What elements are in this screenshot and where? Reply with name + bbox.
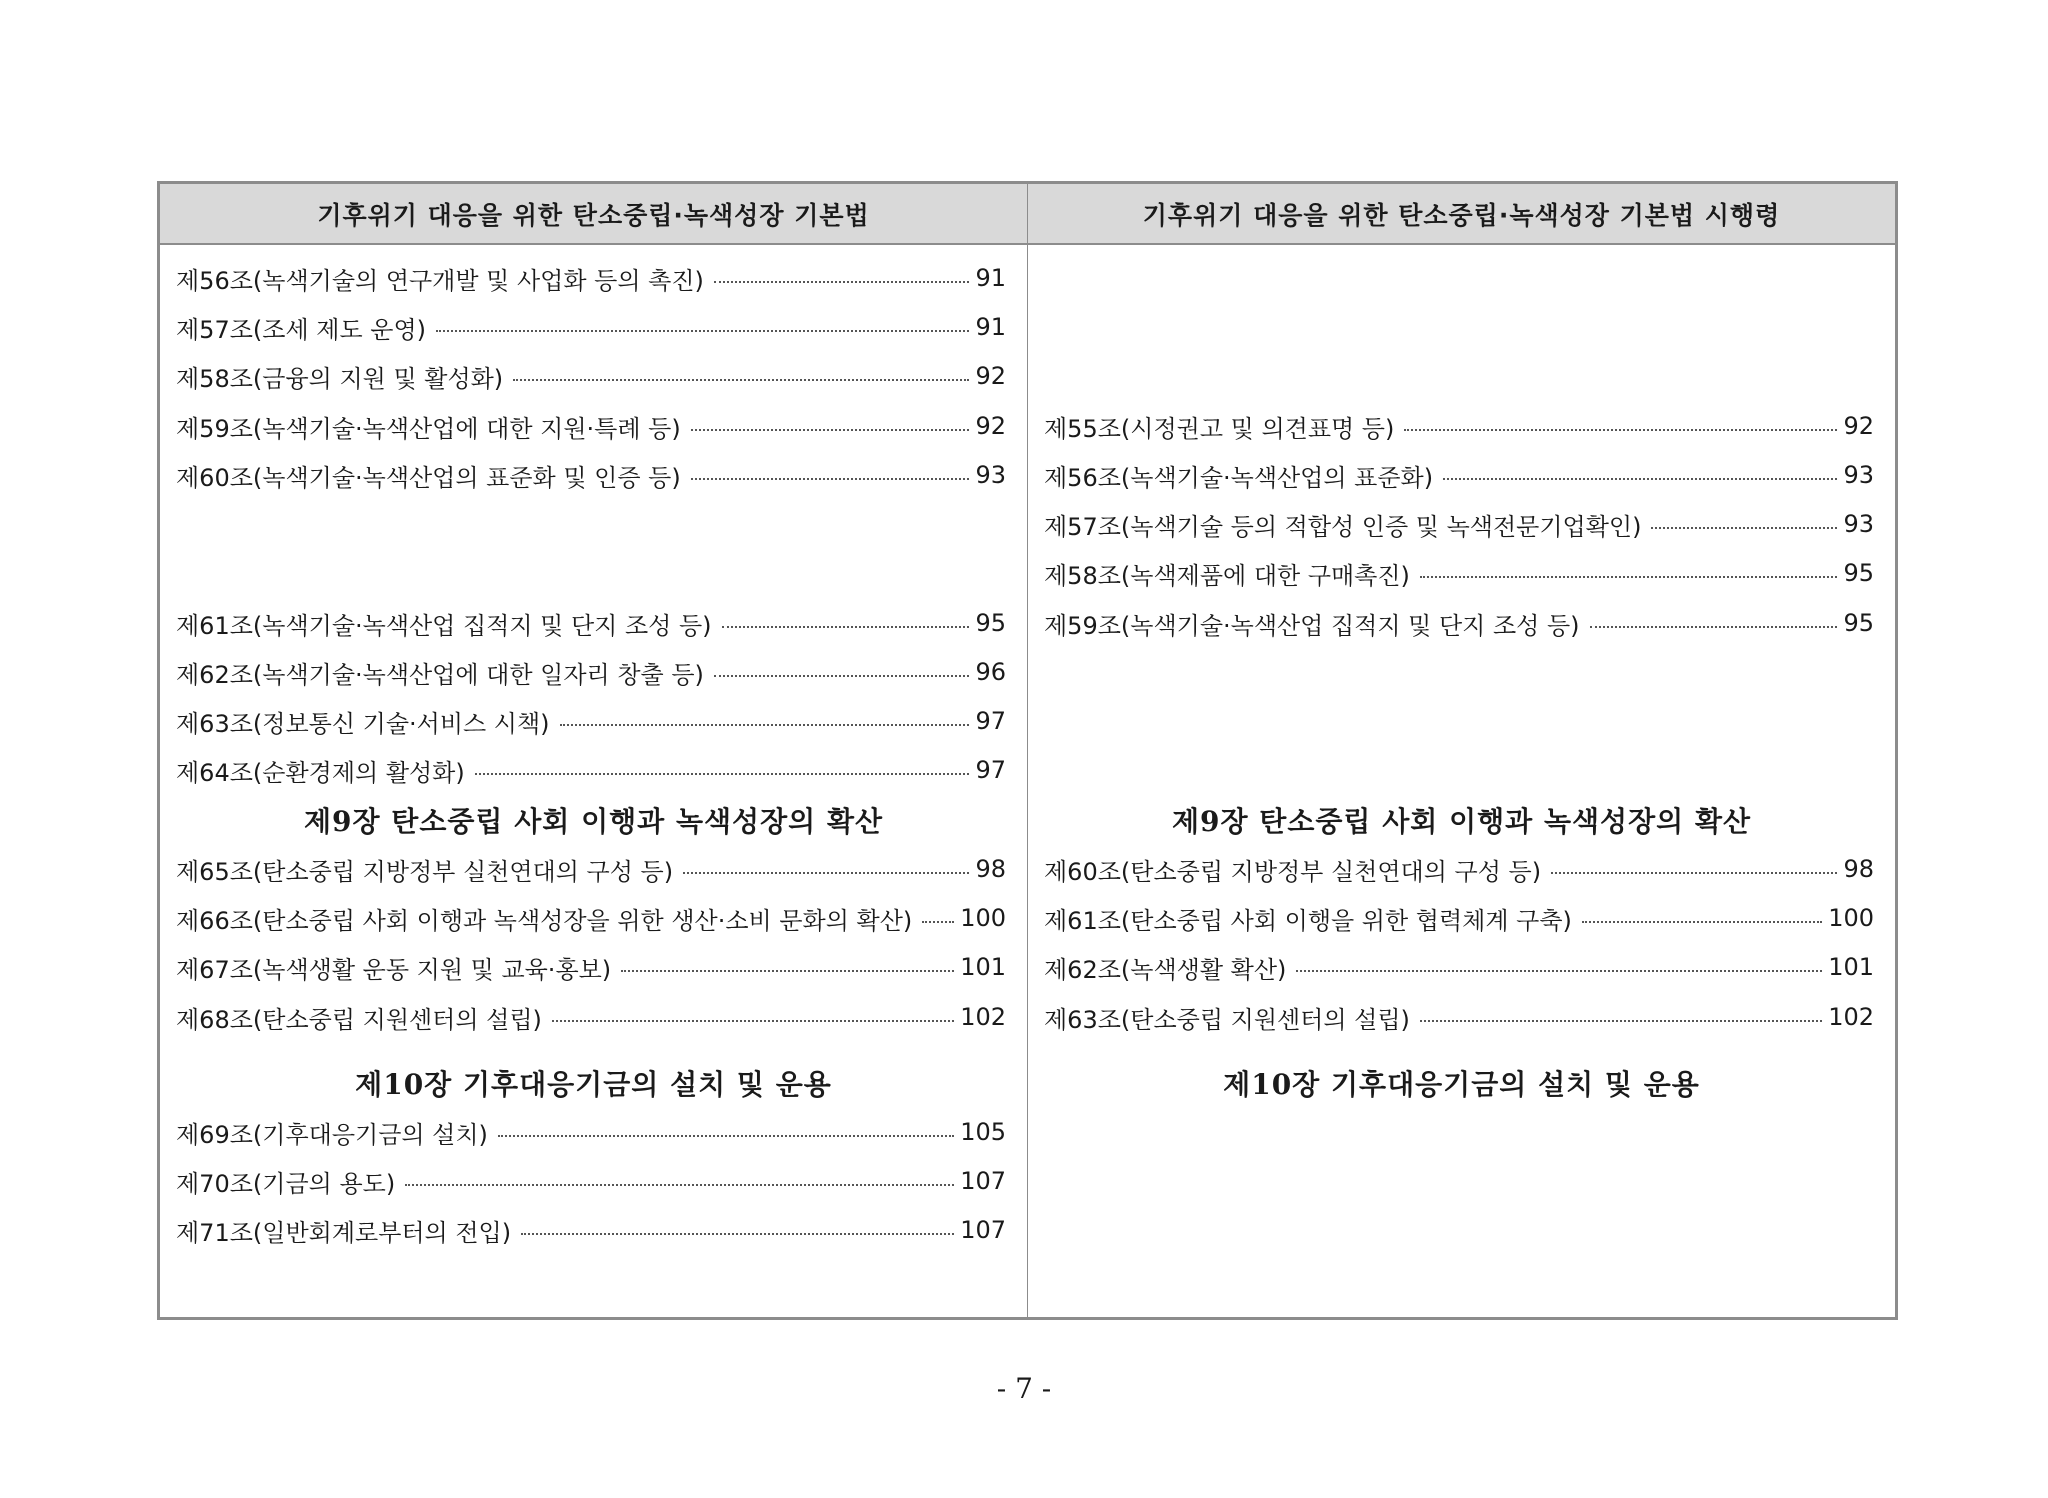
entry-label: 제67조(녹색생활 운동 지원 및 교육·홍보) (176, 955, 612, 984)
toc-table (157, 181, 1898, 1320)
entry-label: 제64조(순환경제의 활성화) (176, 758, 465, 787)
toc-entry[interactable] (176, 947, 1006, 987)
entry-page: 97 (975, 707, 1006, 735)
dot-leader (621, 970, 954, 972)
entry-label: 제68조(탄소중립 지원센터의 설립) (176, 1005, 542, 1034)
entry-label: 제61조(탄소중립 사회 이행을 위한 협력체계 구축) (1044, 906, 1572, 935)
entry-page: 95 (1843, 609, 1874, 637)
page-number: - 7 - (996, 1372, 1052, 1405)
toc-entry[interactable] (176, 406, 1006, 446)
entry-page: 92 (1843, 412, 1874, 440)
entry-page: 92 (975, 412, 1006, 440)
dot-leader (475, 773, 970, 775)
entry-label: 제60조(탄소중립 지방정부 실천연대의 구성 등) (1044, 857, 1542, 886)
entry-label: 제63조(정보통신 기술·서비스 시책) (176, 709, 550, 738)
dot-leader (922, 921, 954, 923)
dot-leader (1582, 921, 1822, 923)
dot-leader (498, 1135, 954, 1137)
entry-label: 제63조(탄소중립 지원센터의 설립) (1044, 1005, 1410, 1034)
entry-label: 제56조(녹색기술·녹색산업의 표준화) (1044, 463, 1434, 492)
left-column (160, 245, 1028, 1317)
right-column (1028, 245, 1895, 1317)
entry-page: 92 (975, 362, 1006, 390)
dot-leader (691, 478, 970, 480)
entry-page: 107 (960, 1167, 1006, 1195)
toc-entry[interactable] (176, 1210, 1006, 1250)
entry-page: 93 (1843, 461, 1874, 489)
toc-entry[interactable] (176, 356, 1006, 396)
entry-page: 101 (960, 953, 1006, 981)
toc-entry[interactable] (176, 455, 1006, 495)
right-column-title: 기후위기 대응을 위한 탄소중립·녹색성장 기본법 시행령 (1142, 200, 1781, 230)
dot-leader (521, 1233, 954, 1235)
entry-page: 102 (960, 1003, 1006, 1031)
toc-entry[interactable] (176, 701, 1006, 741)
entry-page: 105 (960, 1118, 1006, 1146)
dot-leader (1590, 626, 1838, 628)
dot-leader (560, 724, 970, 726)
entry-page: 96 (975, 658, 1006, 686)
entry-label: 제58조(녹색제품에 대한 구매촉진) (1044, 561, 1410, 590)
entry-page: 98 (975, 855, 1006, 883)
dot-leader (1296, 970, 1822, 972)
dot-leader (691, 429, 970, 431)
entry-label: 제58조(금융의 지원 및 활성화) (176, 364, 504, 393)
toc-entry[interactable] (1044, 553, 1874, 593)
dot-leader (405, 1184, 954, 1186)
table-body (160, 245, 1895, 1317)
toc-entry[interactable] (176, 652, 1006, 692)
entry-page: 93 (975, 461, 1006, 489)
entry-label: 제62조(녹색기술·녹색산업에 대한 일자리 창출 등) (176, 660, 704, 689)
entry-label: 제57조(녹색기술 등의 적합성 인증 및 녹색전문기업확인) (1044, 512, 1642, 541)
dot-leader (1443, 478, 1837, 480)
table-header (160, 184, 1895, 245)
entry-label: 제66조(탄소중립 사회 이행과 녹색성장을 위한 생산·소비 문화의 확산) (176, 906, 913, 935)
dot-leader (722, 626, 970, 628)
dot-leader (1551, 872, 1837, 874)
toc-entry[interactable] (176, 307, 1006, 347)
dot-leader (513, 379, 969, 381)
dot-leader (1420, 1020, 1822, 1022)
toc-entry[interactable] (1044, 947, 1874, 987)
chapter-heading: 제9장 탄소중립 사회 이행과 녹색성장의 확산 (1171, 805, 1752, 838)
toc-entry[interactable] (176, 997, 1006, 1037)
toc-entry[interactable] (1044, 406, 1874, 446)
toc-entry[interactable] (1044, 849, 1874, 889)
chapter-heading: 제9장 탄소중립 사회 이행과 녹색성장의 확산 (303, 805, 884, 838)
entry-page: 101 (1828, 953, 1874, 981)
entry-page: 100 (960, 904, 1006, 932)
entry-page: 91 (975, 313, 1006, 341)
left-column-title: 기후위기 대응을 위한 탄소중립·녹색성장 기본법 (160, 184, 1028, 243)
chapter-heading: 제10장 기후대응기금의 설치 및 운용 (355, 1068, 832, 1101)
entry-page: 100 (1828, 904, 1874, 932)
entry-label: 제59조(녹색기술·녹색산업에 대한 지원·특례 등) (176, 414, 681, 443)
dot-leader (714, 675, 970, 677)
entry-page: 95 (975, 609, 1006, 637)
dot-leader (683, 872, 969, 874)
entry-label: 제69조(기후대응기금의 설치) (176, 1120, 488, 1149)
entry-label: 제71조(일반회계로부터의 전입) (176, 1218, 512, 1247)
dot-leader (436, 330, 969, 332)
toc-entry[interactable] (1044, 898, 1874, 938)
toc-entry[interactable] (1044, 504, 1874, 544)
entry-label: 제70조(기금의 용도) (176, 1169, 396, 1198)
entry-page: 95 (1843, 559, 1874, 587)
toc-entry[interactable] (1044, 997, 1874, 1037)
toc-entry[interactable] (176, 258, 1006, 298)
entry-label: 제59조(녹색기술·녹색산업 집적지 및 단지 조성 등) (1044, 611, 1580, 640)
entry-page: 107 (960, 1216, 1006, 1244)
entry-page: 102 (1828, 1003, 1874, 1031)
entry-label: 제60조(녹색기술·녹색산업의 표준화 및 인증 등) (176, 463, 681, 492)
toc-entry[interactable] (1044, 603, 1874, 643)
entry-label: 제62조(녹색생활 확산) (1044, 955, 1287, 984)
entry-label: 제61조(녹색기술·녹색산업 집적지 및 단지 조성 등) (176, 611, 712, 640)
entry-page: 98 (1843, 855, 1874, 883)
entry-label: 제65조(탄소중립 지방정부 실천연대의 구성 등) (176, 857, 674, 886)
chapter-heading: 제10장 기후대응기금의 설치 및 운용 (1223, 1068, 1700, 1101)
toc-entry[interactable] (176, 1161, 1006, 1201)
entry-label: 제55조(시정권고 및 의견표명 등) (1044, 414, 1395, 443)
dot-leader (714, 281, 970, 283)
dot-leader (1420, 576, 1838, 578)
toc-entry[interactable] (176, 849, 1006, 889)
entry-label: 제56조(녹색기술의 연구개발 및 사업화 등의 촉진) (176, 266, 704, 295)
toc-entry[interactable] (176, 898, 1006, 938)
entry-page: 97 (975, 756, 1006, 784)
toc-entry[interactable] (176, 603, 1006, 643)
dot-leader (1404, 429, 1837, 431)
entry-page: 93 (1843, 510, 1874, 538)
entry-label: 제57조(조세 제도 운영) (176, 315, 426, 344)
dot-leader (552, 1020, 954, 1022)
dot-leader (1651, 527, 1837, 529)
toc-entry[interactable] (176, 1112, 1006, 1152)
entry-page: 91 (975, 264, 1006, 292)
toc-entry[interactable] (1044, 455, 1874, 495)
toc-entry[interactable] (176, 750, 1006, 790)
